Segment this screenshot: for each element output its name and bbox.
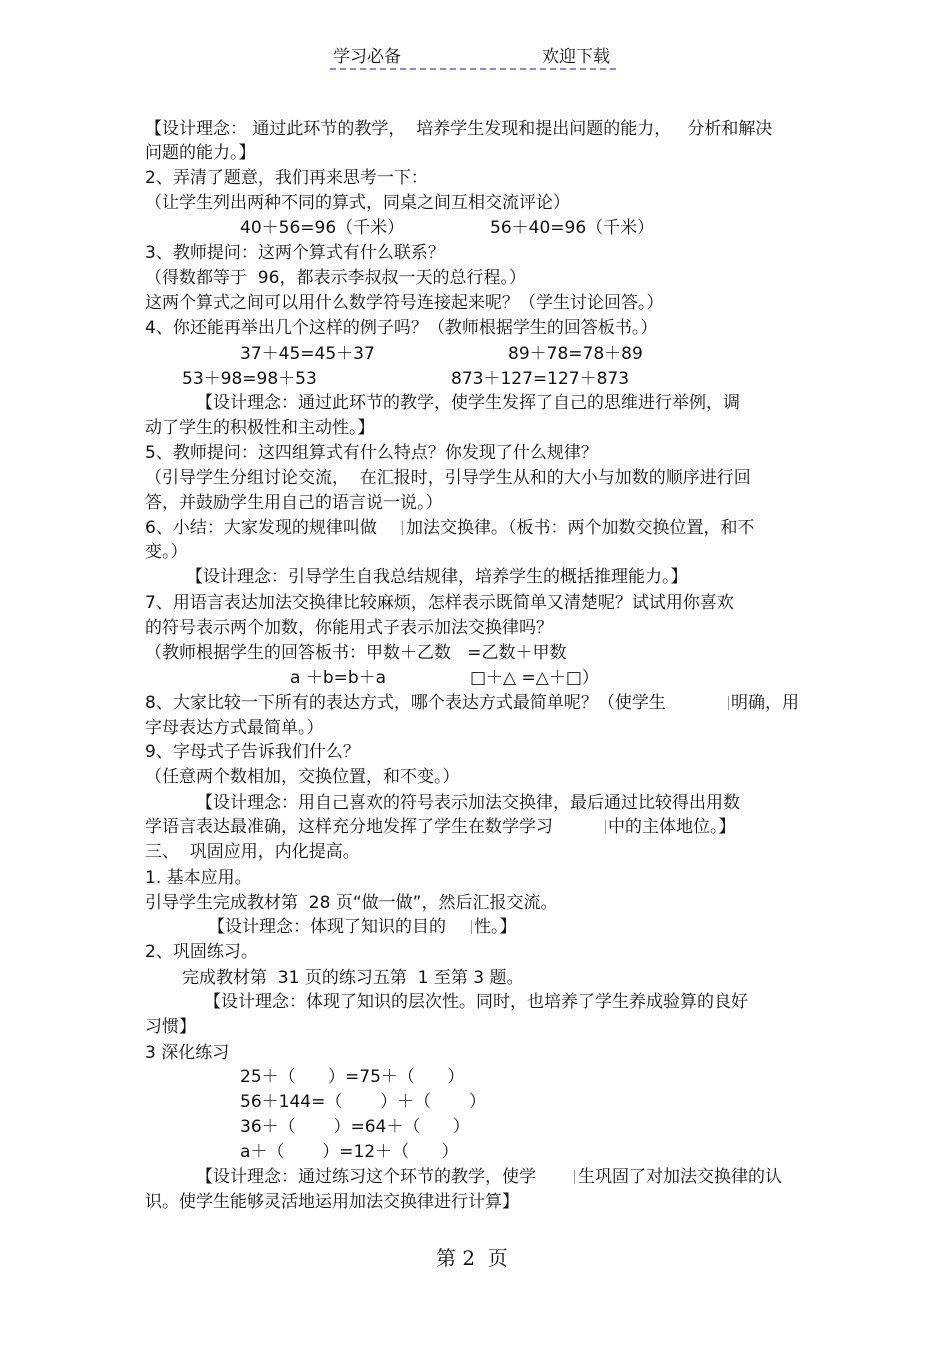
text-line: 7、用语言表达加法交换律比较麻烦，怎样表示既简单又清楚呢？试试用你喜欢 bbox=[145, 593, 734, 613]
text-line: 3、教师提问：这两个算式有什么联系？ bbox=[145, 243, 445, 263]
text-line: 3 深化练习 bbox=[145, 1043, 230, 1063]
header-left-text: 学习必备 bbox=[333, 47, 401, 67]
exercise: 36＋（ ）=64＋（ ） bbox=[240, 1117, 470, 1137]
text-line: （教师根据学生的回答板书：甲数＋乙数 =乙数＋甲数 bbox=[145, 643, 567, 663]
caret-mark bbox=[471, 920, 473, 934]
equation: □＋△ =△＋□） bbox=[470, 668, 599, 688]
text-line: 【设计理念：用自己喜欢的符号表示加法交换律，最后通过比较得出用数 bbox=[196, 793, 740, 813]
text-line: 生巩固了对加法交换律的认 bbox=[578, 1167, 782, 1187]
exercise: a＋（ ）=12＋（ ） bbox=[240, 1142, 459, 1162]
text-line: 4、你还能再举出几个这样的例子吗？（教师根据学生的回答板书。） bbox=[145, 318, 658, 338]
text-line: 【设计理念：体现了知识的目的 bbox=[208, 917, 446, 937]
text-line: 动了学生的积极性和主动性。】 bbox=[145, 418, 375, 438]
text-line: 习惯】 bbox=[145, 1017, 196, 1037]
text-line: 识。使学生能够灵活地运用加法交换律进行计算】 bbox=[145, 1192, 519, 1212]
text-line: 问题的能力。】 bbox=[145, 143, 256, 163]
text-line: 引导学生完成教材第 28 页“做一做”，然后汇报交流。 bbox=[145, 893, 558, 913]
equation: 89＋78=78＋89 bbox=[508, 344, 643, 364]
text-line: 明确，用 bbox=[731, 693, 799, 713]
equation: 37＋45=45＋37 bbox=[240, 344, 375, 364]
text-line: 的符号表示两个加数，你能用式子表示加法交换律吗？ bbox=[145, 618, 553, 638]
text-line: 【设计理念： 通过此环节的教学， 培养学生发现和提出问题的能力， 分析和解决 bbox=[145, 119, 773, 139]
caret-mark bbox=[574, 1170, 576, 1184]
text-line: 这两个算式之间可以用什么数学符号连接起来呢？（学生讨论回答。） bbox=[145, 293, 664, 313]
text-line: （引导学生分组讨论交流， 在汇报时，引导学生从和的大小与加数的顺序进行回 bbox=[145, 468, 751, 488]
caret-mark bbox=[728, 696, 730, 710]
text-line: 【设计理念：通过练习这个环节的教学，使学 bbox=[196, 1167, 536, 1187]
equation: 873＋127=127＋873 bbox=[451, 369, 630, 389]
text-line: 2、弄清了题意，我们再来思考一下： bbox=[145, 168, 428, 188]
text-line: 【设计理念：引导学生自我总结规律，培养学生的概括推理能力。】 bbox=[186, 567, 688, 587]
text-line: （让学生列出两种不同的算式，同桌之间互相交流评论） bbox=[145, 193, 570, 213]
equation: a ＋b=b＋a bbox=[290, 668, 387, 688]
text-line: 6、小结：大家发现的规律叫做 bbox=[145, 518, 377, 538]
text-line: （得数都等于 96，都表示李叔叔一天的总行程。） bbox=[145, 268, 526, 288]
caret-mark bbox=[605, 820, 607, 834]
text-line: 2、巩固练习。 bbox=[145, 942, 258, 962]
section-heading: 三、 巩固应用，内化提高。 bbox=[145, 842, 360, 862]
exercise: 56＋144=（ ）＋（ ） bbox=[240, 1092, 486, 1112]
equation: 53＋98=98＋53 bbox=[182, 369, 317, 389]
caret-mark bbox=[402, 521, 404, 535]
equation: 56＋40=96（千米） bbox=[490, 218, 655, 238]
text-line: 字母表达方式最简单。） bbox=[145, 718, 324, 738]
text-line: 变。） bbox=[145, 542, 188, 562]
page-number: 第 2 页 bbox=[436, 1246, 508, 1270]
text-line: 【设计理念：通过此环节的教学，使学生发挥了自己的思维进行举例，调 bbox=[196, 393, 740, 413]
text-line: 8、大家比较一下所有的表达方式，哪个表达方式最简单呢？（使学生 bbox=[145, 693, 666, 713]
text-line: 性。】 bbox=[474, 917, 517, 937]
text-line: 答，并鼓励学生用自己的语言说一说。） bbox=[145, 493, 443, 513]
equation: 40＋56=96（千米） bbox=[240, 218, 405, 238]
page-header bbox=[330, 42, 616, 70]
text-line: 学语言表达最准确，这样充分地发挥了学生在数学学习 bbox=[145, 817, 553, 837]
header-right-text: 欢迎下载 bbox=[542, 47, 610, 67]
text-line: 完成教材第 31 页的练习五第 1 至第 3 题。 bbox=[182, 968, 524, 988]
text-line: 1. 基本应用。 bbox=[145, 868, 252, 888]
text-line: 中的主体地位。】 bbox=[608, 817, 736, 837]
exercise: 25＋（ ）=75＋（ ） bbox=[240, 1067, 465, 1087]
text-line: 【设计理念：体现了知识的层次性。同时，也培养了学生养成验算的良好 bbox=[204, 992, 748, 1012]
text-line: 5、教师提问：这四组算式有什么特点？你发现了什么规律？ bbox=[145, 443, 598, 463]
text-line: （任意两个数相加，交换位置，和不变。） bbox=[145, 767, 460, 787]
text-line: 9、字母式子告诉我们什么？ bbox=[145, 742, 360, 762]
text-line: 加法交换律。（板书：两个加数交换位置，和不 bbox=[406, 518, 755, 538]
